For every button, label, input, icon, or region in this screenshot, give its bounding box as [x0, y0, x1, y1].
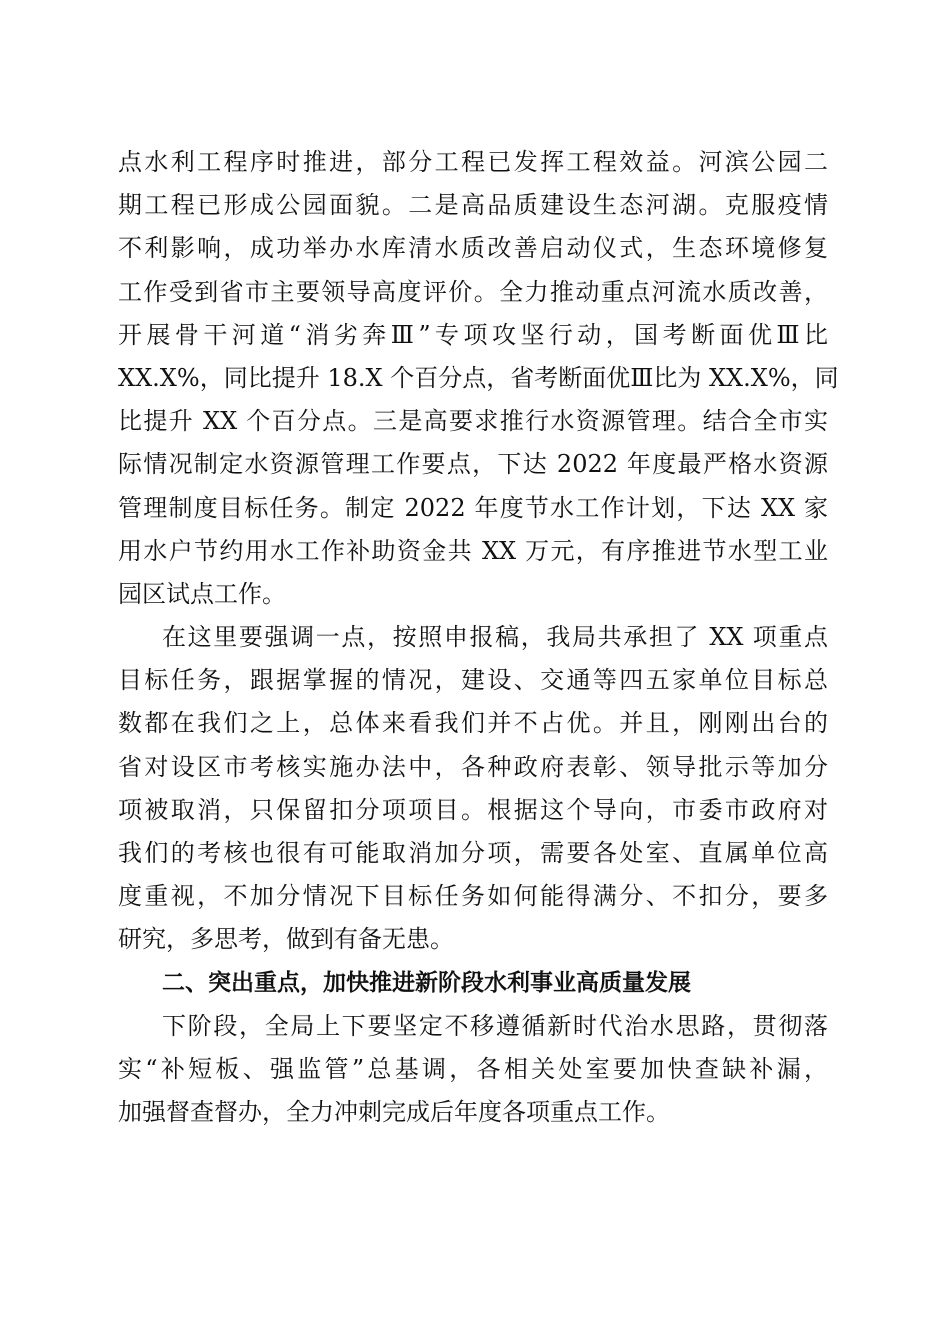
paragraph-2	[118, 616, 828, 962]
paragraph-line: 期工程已形成公园面貌。二是高品质建设生态河湖。克服疫情	[118, 191, 828, 220]
document-body	[118, 141, 839, 1134]
paragraph-line: 不利影响，成功举办水库清水质改善启动仪式，生态环境修复	[118, 234, 828, 263]
paragraph-line: 点水利工程序时推进，部分工程已发挥工程效益。河滨公园二	[118, 148, 828, 176]
paragraph-line: 项被取消，只保留扣分项项目。根据这个导向，市委市政府对	[118, 795, 828, 824]
paragraph-line: 际情况制定水资源管理工作要点，下达 2022 年度最严格水资源	[118, 450, 828, 479]
paragraph-line: 在这里要强调一点，按照申报稿，我局共承担了 XX 项重点	[162, 623, 828, 652]
paragraph-line: 实“补短板、强监管”总基调，各相关处室要加快查缺补漏，	[118, 1054, 828, 1083]
paragraph-line: 工作受到省市主要领导高度评价。全力推动重点河流水质改善，	[118, 277, 828, 306]
paragraph-line: 度重视，不加分情况下目标任务如何能得满分、不扣分，要多	[118, 882, 828, 911]
paragraph-line: 省对设区市考核实施办法中，各种政府表彰、领导批示等加分	[118, 752, 828, 781]
paragraph-line: 园区试点工作。	[118, 579, 286, 608]
paragraph-line: 我们的考核也很有可能取消加分项，需要各处室、直属单位高	[118, 839, 828, 867]
section-heading: 二、突出重点，加快推进新阶段水利事业高质量发展	[162, 969, 691, 996]
paragraph-line: 数都在我们之上，总体来看我们并不占优。并且，刚刚出台的	[118, 709, 828, 738]
paragraph-line: 加强督查督办，全力冲刺完成后年度各项重点工作。	[118, 1098, 670, 1127]
paragraph-line: XX.X%，同比提升 18.X 个百分点，省考断面优Ⅲ比为 XX.X%，同	[118, 363, 839, 392]
paragraph-3	[118, 1005, 828, 1135]
paragraph-line: 比提升 XX 个百分点。三是高要求推行水资源管理。结合全市实	[118, 407, 828, 436]
paragraph-line: 用水户节约用水工作补助资金共 XX 万元，有序推进节水型工业	[118, 536, 828, 565]
paragraph-line: 下阶段，全局上下要坚定不移遵循新时代治水思路，贯彻落	[162, 1011, 828, 1040]
paragraph-line: 开展骨干河道“消劣奔Ⅲ”专项攻坚行动，国考断面优Ⅲ比	[118, 320, 828, 349]
paragraph-line: 研究，多思考，做到有备无患。	[118, 925, 454, 954]
paragraph-line: 目标任务，跟据掌握的情况，建设、交通等四五家单位目标总	[118, 666, 828, 695]
paragraph-1	[118, 141, 839, 616]
paragraph-line: 管理制度目标任务。制定 2022 年度节水工作计划，下达 XX 家	[118, 493, 828, 522]
